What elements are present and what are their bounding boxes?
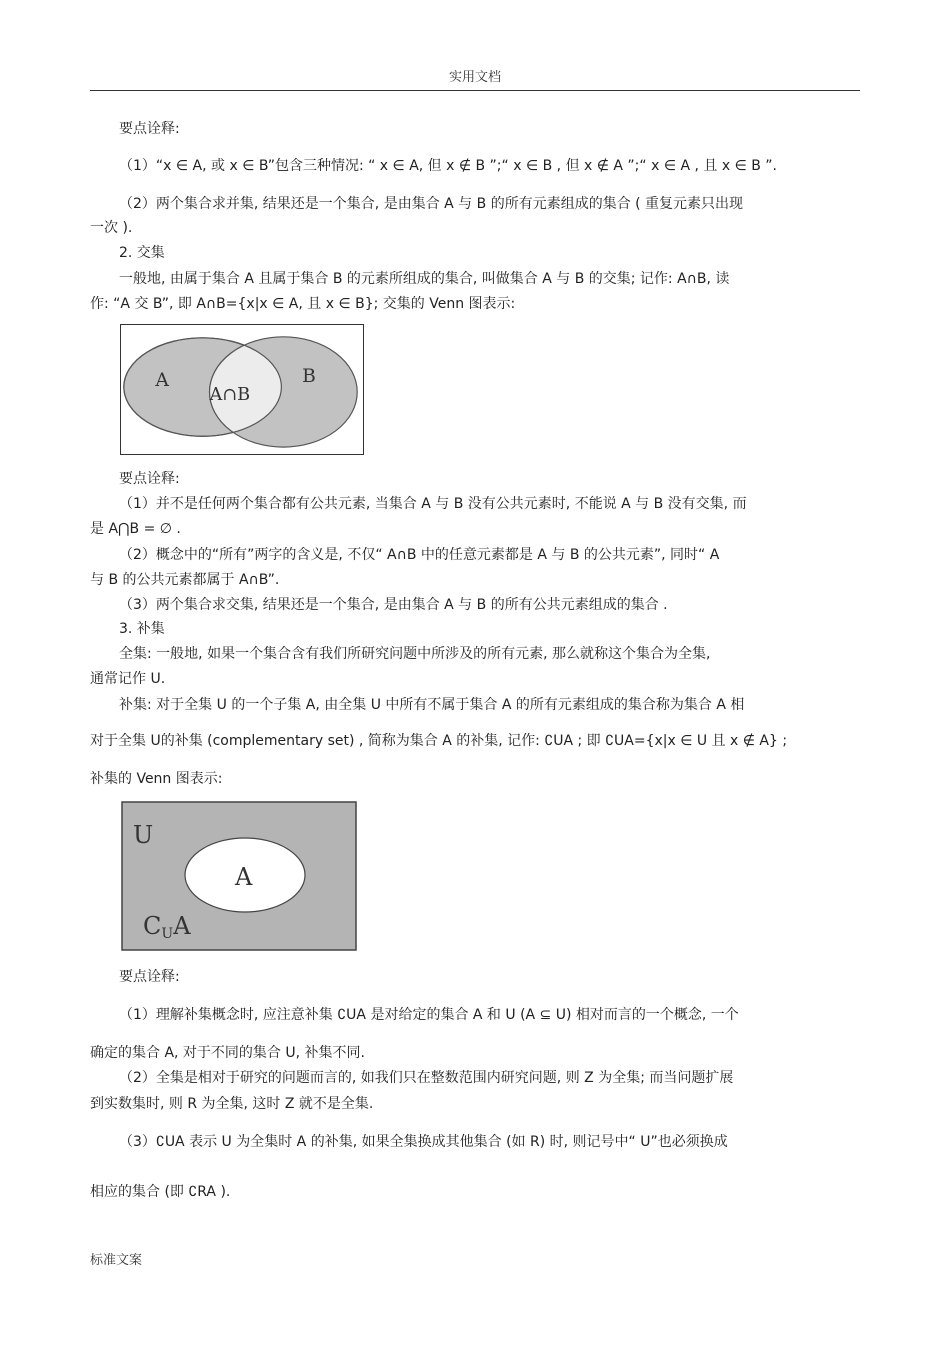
- section-intersection-heading: 2. 交集: [119, 245, 165, 261]
- complement-note-1: （1）理解补集概念时, 应注意补集 ∁UA 是对给定的集合 A 和 U (A ⊆ U) 相对而言的一个概念, 一个: [119, 1007, 739, 1023]
- complement-note-3-cont: 相应的集合 (即 ∁RA ).: [90, 1184, 231, 1200]
- complement-def: 补集: 对于全集 U 的一个子集 A, 由全集 U 中所有不属于集合 A 的所有元素组成的集合称为集合 A 相: [119, 697, 745, 713]
- complement-subscript-u: U: [161, 926, 174, 942]
- intersection-def-cont: 作: “A 交 B”, 即 A∩B={x|x ∈ A, 且 x ∈ B}; 交集的 Venn 图表示:: [90, 296, 516, 312]
- section-complement-heading: 3. 补集: [119, 621, 165, 637]
- header-rule: [90, 90, 860, 91]
- complement-venn-diagram: [121, 801, 357, 951]
- venn-label-u: U: [133, 821, 154, 849]
- venn-label-b: B: [302, 366, 316, 388]
- note-heading: 要点诠释:: [119, 471, 180, 487]
- union-note-2-cont: 一次 ).: [90, 220, 133, 236]
- intersection-note-1-cont: 是 A⋂B = ∅ .: [90, 521, 181, 537]
- intersection-def: 一般地, 由属于集合 A 且属于集合 B 的元素所组成的集合, 叫做集合 A 与 B 的交集; 记作: A∩B, 读: [119, 271, 730, 287]
- universal-set-def-cont: 通常记作 U.: [90, 671, 166, 687]
- venn-label-a-and-b: A∩B: [209, 384, 251, 405]
- complement-note-2: （2）全集是相对于研究的问题而言的, 如我们只在整数范围内研究问题, 则 Z 为全集; 而当问题扩展: [119, 1070, 734, 1086]
- intersection-note-1: （1）并不是任何两个集合都有公共元素, 当集合 A 与 B 没有公共元素时, 不能说 A 与 B 没有交集, 而: [119, 496, 747, 512]
- intersection-note-2-cont: 与 B 的公共元素都属于 A∩B”.: [90, 572, 280, 588]
- page-footer: 标准文案: [90, 1253, 143, 1268]
- complement-note-1-cont: 确定的集合 A, 对于不同的集合 U, 补集不同.: [90, 1045, 365, 1061]
- complement-a: A: [173, 912, 191, 940]
- intersection-note-2: （2）概念中的“所有”两字的含义是, 不仅“ A∩B 中的任意元素都是 A 与 B 的公共元素”, 同时“ A: [119, 547, 720, 563]
- universal-set-def: 全集: 一般地, 如果一个集合含有我们所研究问题中所涉及的所有元素, 那么就称这个集合为全集,: [119, 646, 711, 662]
- venn-label-a: A: [235, 863, 253, 891]
- union-note-2: （2）两个集合求并集, 结果还是一个集合, 是由集合 A 与 B 的所有元素组成的集合 ( 重复元素只出现: [119, 196, 744, 212]
- intersection-note-3: （3）两个集合求交集, 结果还是一个集合, 是由集合 A 与 B 的所有公共元素组成的集合 .: [119, 597, 668, 613]
- venn-label-a: A: [155, 370, 169, 392]
- note-heading: 要点诠释:: [119, 121, 180, 137]
- complement-def-cont: 对于全集 U的补集 (complementary set) , 简称为集合 A 的补集, 记作: ∁UA ; 即 ∁UA={x|x ∈ U 且 x ∉ A} ;: [90, 733, 788, 749]
- complement-venn-caption: 补集的 Venn 图表示:: [90, 771, 223, 787]
- note-heading: 要点诠释:: [119, 969, 180, 985]
- union-note-1: （1）“x ∈ A, 或 x ∈ B”包含三种情况: “ x ∈ A, 但 x ∉ B ”;“ x ∈ B , 但 x ∉ A ”;“ x ∈ A , 且 x ∈ B ”.: [119, 158, 777, 174]
- complement-c: C: [143, 912, 162, 940]
- intersection-venn-diagram: [120, 324, 364, 455]
- complement-note-2-cont: 到实数集时, 则 R 为全集, 这时 Z 就不是全集.: [90, 1096, 374, 1112]
- page-header: 实用文档: [448, 70, 501, 85]
- complement-note-3: （3）∁UA 表示 U 为全集时 A 的补集, 如果全集换成其他集合 (如 R) 时, 则记号中“ U”也必须换成: [119, 1134, 728, 1150]
